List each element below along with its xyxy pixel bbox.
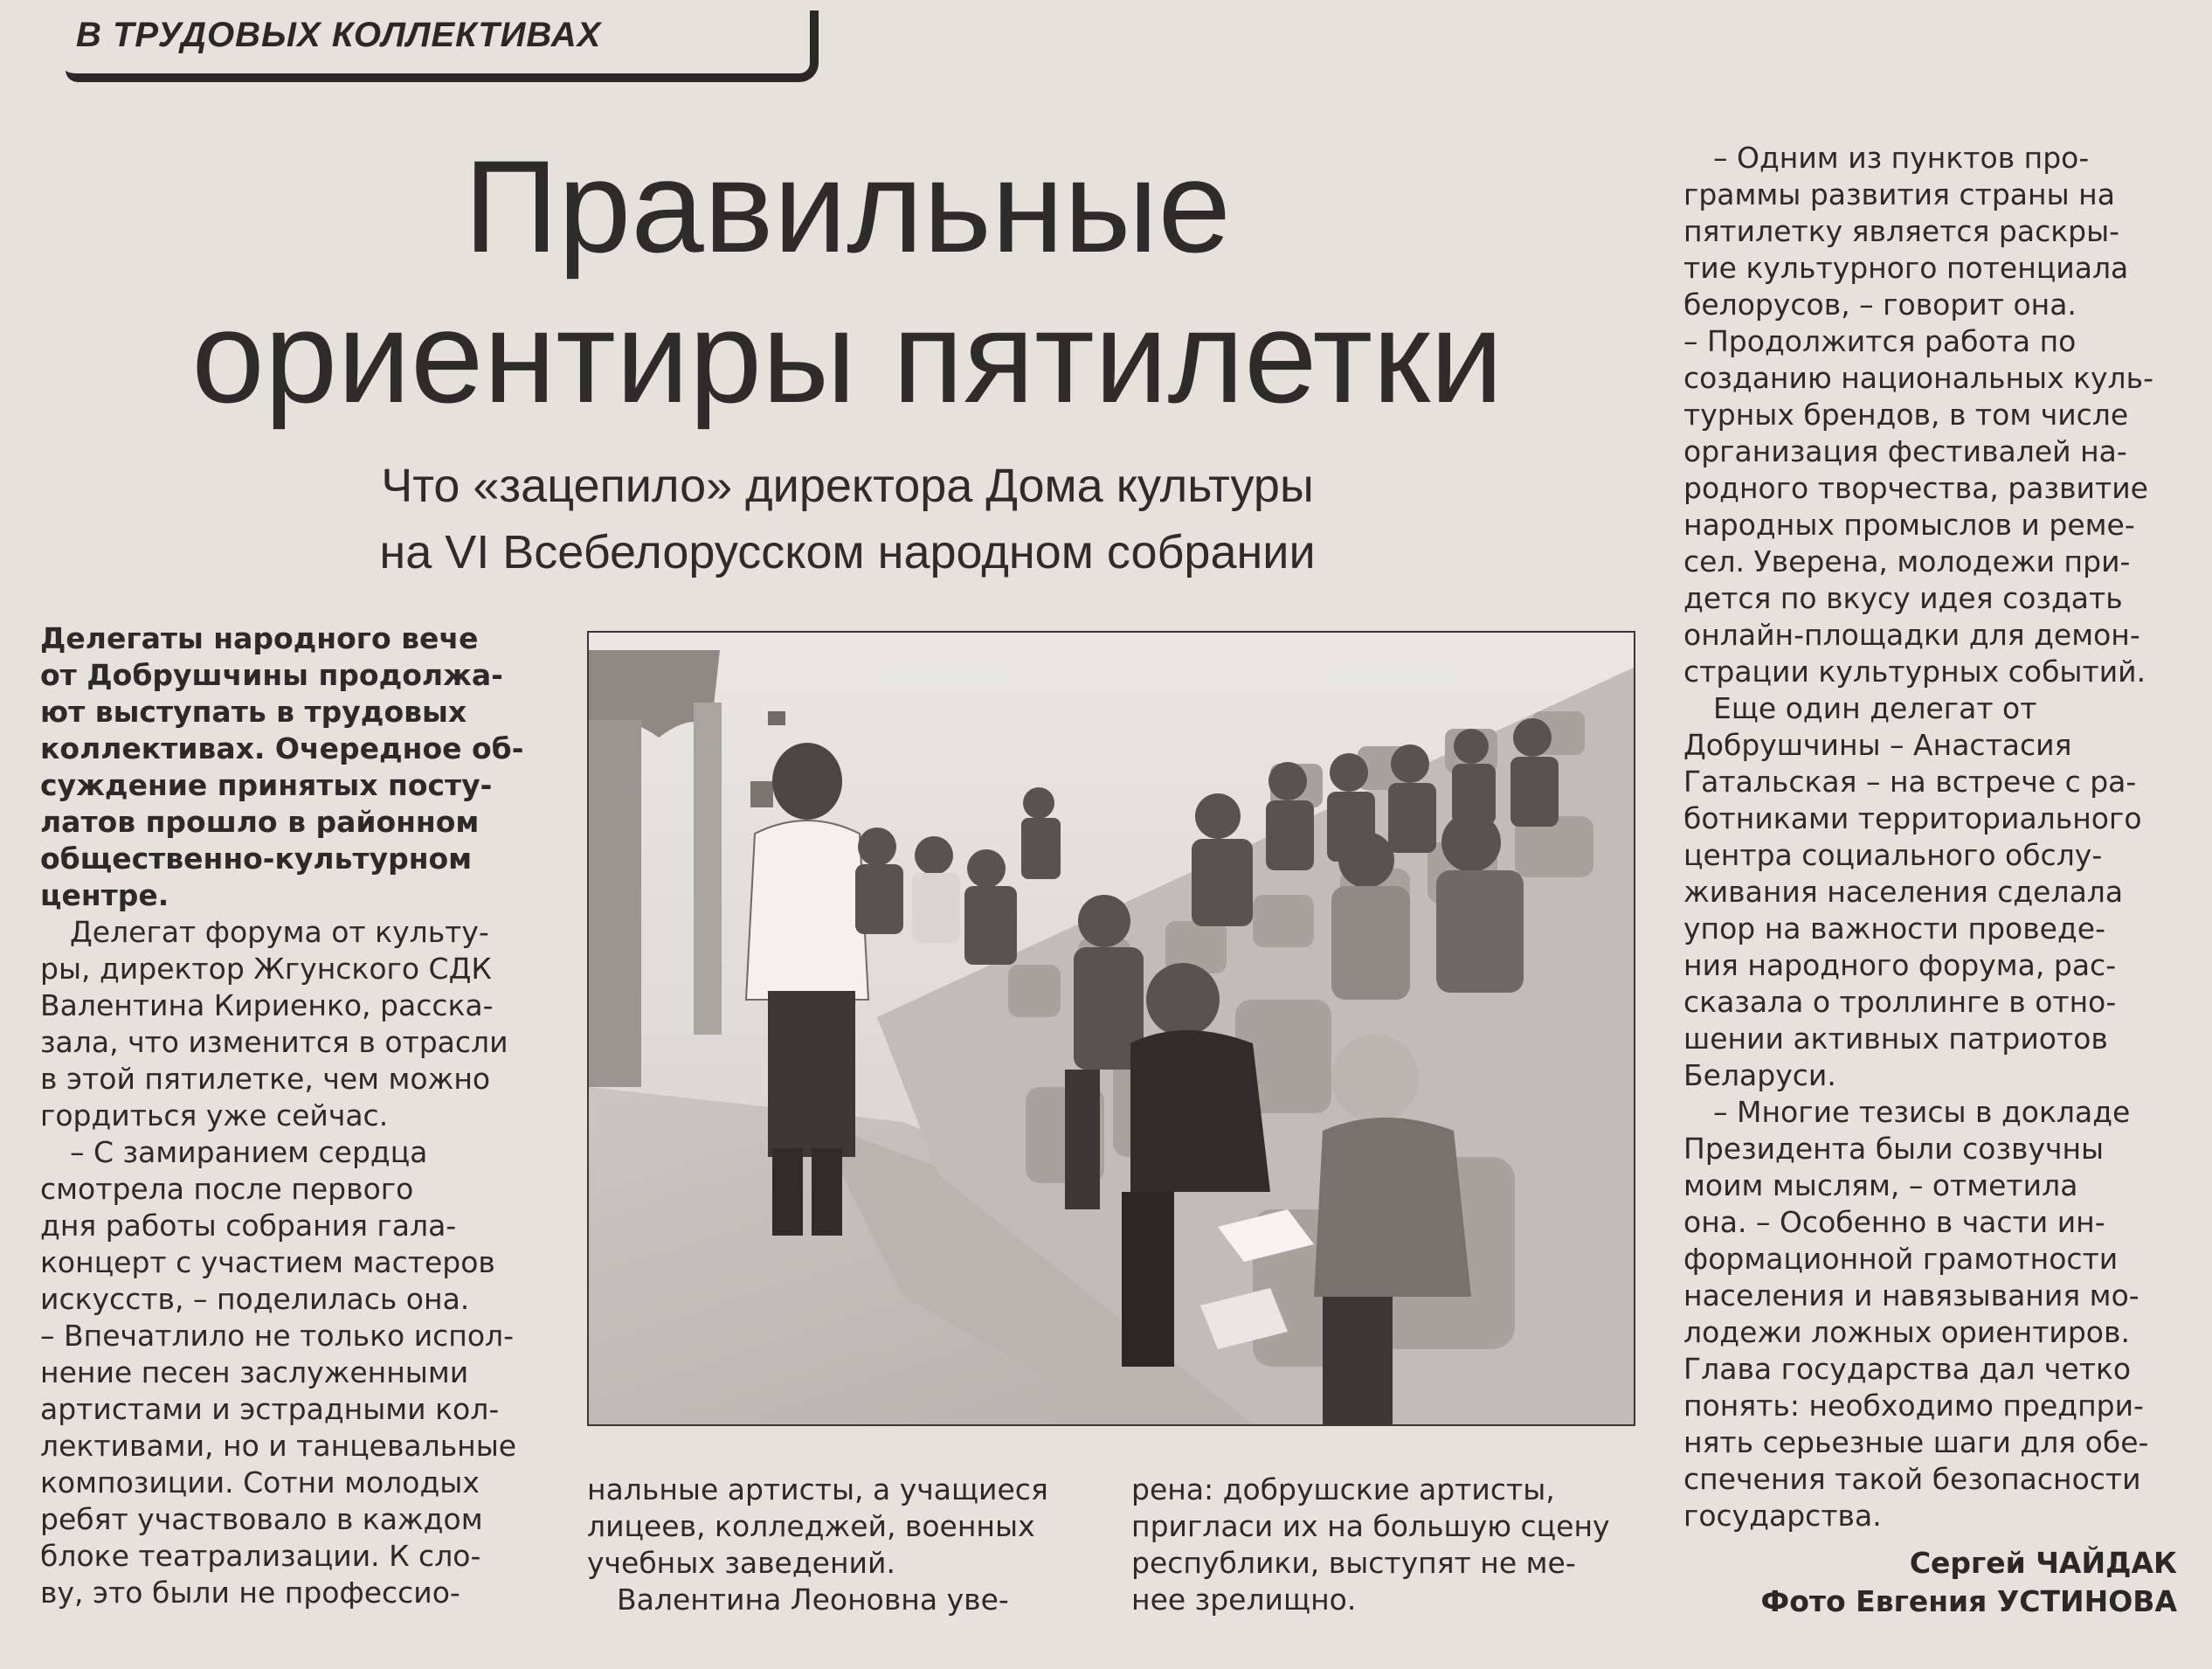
subheadline-line-1: Что «зацепило» директора Дома культуры bbox=[381, 460, 1314, 512]
paragraph: нальные артисты, а учащиеся лицеев, колледжей, военных учебных заведений. bbox=[587, 1472, 1048, 1580]
paragraph: Еще один делегат от Добрушчины – Анастасия Гатальская – на встрече с ра- ботниками территориального центра социального обслу- живания населения сделала упор на важности проведе- ния народного форума, рас- сказала о троллинге в отно- шении активных патриотов Беларуси. bbox=[1683, 691, 2142, 1092]
column-left bbox=[40, 620, 538, 1611]
rubric-label: В ТРУДОВЫХ КОЛЛЕКТИВАХ bbox=[76, 16, 602, 54]
auditorium-photo-image bbox=[589, 633, 1634, 1424]
headline-line-2: ориентиры пятилетки bbox=[191, 283, 1503, 430]
paragraph: – С замиранием сердца смотрела после первого дня работы собрания гала- концерт с участием мастеров искусств, – поделилась она. – Впечатлило не только испол- нение песен заслуженными артистами и эстрадными кол- лективами, но и танцевальные композиции. Сотни молодых ребят участвовало в каждом блоке театрализации. К сло- ву, это были не профессио- bbox=[40, 1135, 517, 1610]
byline bbox=[1761, 1544, 2178, 1621]
subheadline-line-2: на VI Всебелорусском народном собрании bbox=[379, 526, 1316, 578]
paragraph: – Многие тезисы в докладе Президента были созвучны моим мыслям, – отметила она. – Особенно в части ин- формационной грамотности населения и навязывания мо- лодежи ложных ориентиров. Глава государства дал четко понять: необходимо предпри- нять серьезные шаги для обе- спечения такой безопасности государства. bbox=[1683, 1095, 2149, 1533]
subheadline bbox=[149, 453, 1546, 585]
headline-line-1: Правильные bbox=[464, 133, 1231, 280]
photo-credit: Фото Евгения УСТИНОВА bbox=[1760, 1584, 2177, 1618]
author-name: Сергей ЧАЙДАК bbox=[1909, 1546, 2177, 1580]
column-right bbox=[1683, 140, 2181, 1534]
paragraph: – Одним из пунктов про- граммы развития страны на пятилетку является раскры- тие культурного потенциала белорусов, – говорит она. – Продолжится работа по созданию национальных куль- турных брендов, в том числе организация фестивалей на- родного творчества, развитие народных промыслов и реме- сел. Уверена, молодежи при- дется по вкусу идея создать онлайн-площадки для демон- страции культурных событий. bbox=[1683, 141, 2154, 689]
column-bottom-2 bbox=[1131, 1472, 1629, 1618]
paragraph: Делегат форума от культу- ры, директор Жгунского СДК Валентина Кириенко, расска- зала, что изменится в отрасли в этой пятилетке, чем можно гордиться уже сейчас. bbox=[40, 915, 508, 1132]
column-bottom-1 bbox=[587, 1472, 1085, 1618]
article-photo bbox=[587, 631, 1635, 1426]
rubric-tab bbox=[66, 10, 819, 82]
paragraph: рена: добрушские артисты, пригласи их на большую сцену республики, выступят не ме- нее зрелищно. bbox=[1131, 1472, 1610, 1617]
lead-paragraph: Делегаты народного вече от Добрушчины продолжа- ют выступать в трудовых коллективах. Очередное об- суждение принятых посту- латов прошло в районном общественно-культурном центре. bbox=[40, 621, 524, 912]
headline bbox=[87, 131, 1607, 432]
paragraph: Валентина Леоновна уве- bbox=[617, 1582, 1009, 1617]
